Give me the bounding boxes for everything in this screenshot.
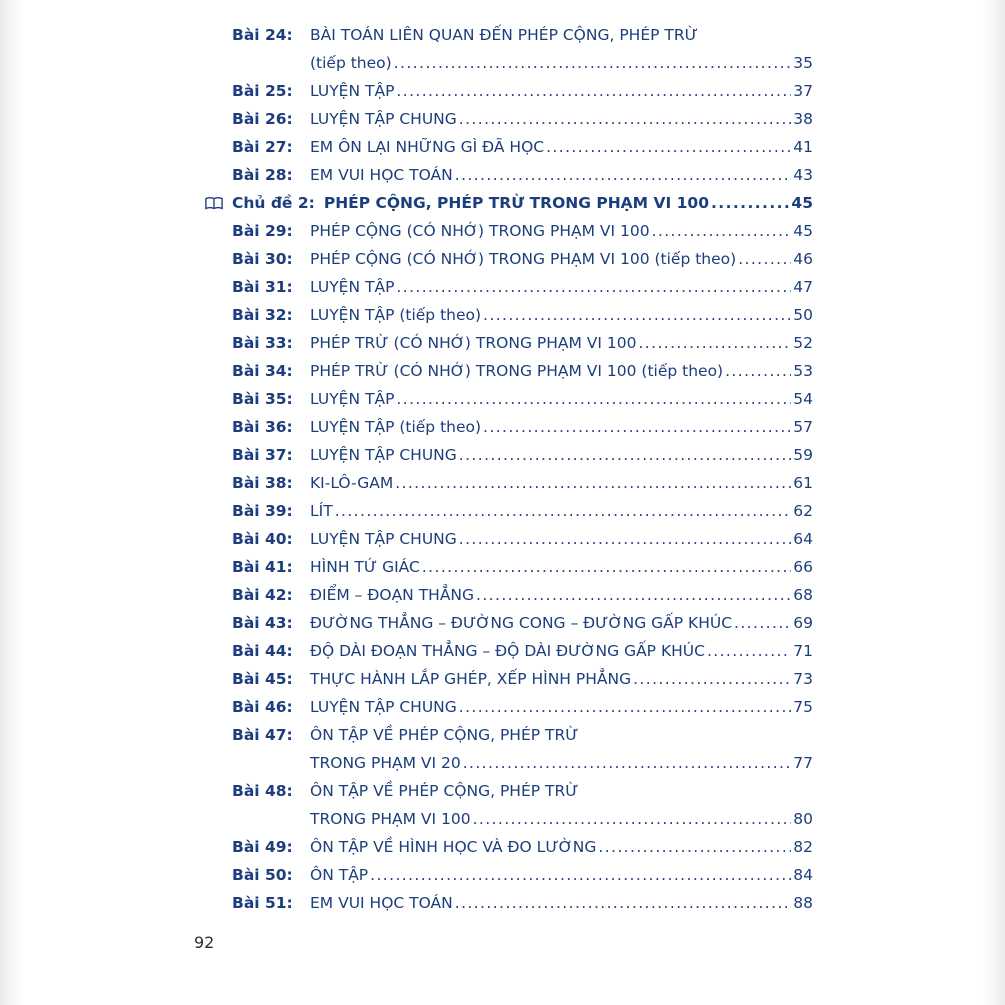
dot-leader bbox=[483, 301, 791, 329]
toc-entry-page: 54 bbox=[793, 390, 813, 408]
toc-entry-title: ÔN TẬP VỀ HÌNH HỌC VÀ ĐO LƯỜNG bbox=[310, 838, 597, 856]
toc-entry-label: Bài 44: bbox=[232, 642, 293, 660]
toc-entry-label: Bài 47: bbox=[232, 726, 293, 744]
toc-entry-title: EM ÔN LẠI NHỮNG GÌ ĐÃ HỌC bbox=[310, 138, 545, 156]
toc-lesson-row bbox=[232, 553, 813, 581]
toc-entry-label: Bài 42: bbox=[232, 586, 293, 604]
toc-entry-label: Bài 31: bbox=[232, 278, 293, 296]
dot-leader bbox=[335, 497, 792, 525]
toc-entry-page: 45 bbox=[793, 222, 813, 240]
dot-leader bbox=[711, 189, 789, 217]
toc-entry-label: Bài 25: bbox=[232, 82, 293, 100]
toc-entry-label: Bài 37: bbox=[232, 446, 293, 464]
toc-entry-title: LÍT bbox=[310, 502, 333, 520]
dot-leader bbox=[396, 385, 791, 413]
toc-entry-label: Bài 33: bbox=[232, 334, 293, 352]
toc-entry-title: PHÉP CỘNG (CÓ NHỚ) TRONG PHẠM VI 100 bbox=[310, 222, 650, 240]
dot-leader bbox=[598, 833, 791, 861]
toc-entry-title: ÔN TẬP bbox=[310, 866, 369, 884]
toc-entry-page: 75 bbox=[793, 698, 813, 716]
toc-lesson-row bbox=[232, 301, 813, 329]
toc-entry-page: 61 bbox=[793, 474, 813, 492]
toc-lesson-row bbox=[232, 721, 813, 777]
toc-entry-page: 57 bbox=[793, 418, 813, 436]
toc-entry-page: 41 bbox=[793, 138, 813, 156]
toc-entry-title: ĐỘ DÀI ĐOẠN THẲNG – ĐỘ DÀI ĐƯỜNG GẤP KHÚC bbox=[310, 642, 705, 660]
book-icon bbox=[205, 189, 232, 217]
toc-entry-page: 80 bbox=[793, 810, 813, 828]
toc-lesson-row bbox=[232, 693, 813, 721]
dot-leader bbox=[707, 637, 791, 665]
toc-entry-title: HÌNH TỨ GIÁC bbox=[310, 558, 420, 576]
toc-entry-label: Bài 40: bbox=[232, 530, 293, 548]
toc-lesson-row bbox=[232, 637, 813, 665]
toc-lesson-row bbox=[232, 861, 813, 889]
toc-lesson-row bbox=[232, 441, 813, 469]
toc-entry-title: LUYỆN TẬP CHUNG bbox=[310, 110, 457, 128]
toc-entry-page: 77 bbox=[793, 754, 813, 772]
toc-lesson-row bbox=[232, 77, 813, 105]
toc-entry-title-line2: TRONG PHẠM VI 20 bbox=[310, 754, 461, 772]
dot-leader bbox=[455, 889, 792, 917]
toc-entry-page: 38 bbox=[793, 110, 813, 128]
toc-entry-page: 68 bbox=[793, 586, 813, 604]
toc-entry-page: 52 bbox=[793, 334, 813, 352]
toc-entry-page: 73 bbox=[793, 670, 813, 688]
toc-entry-title: PHÉP CỘNG, PHÉP TRỪ TRONG PHẠM VI 100 bbox=[323, 194, 710, 212]
toc-entry-page: 84 bbox=[793, 866, 813, 884]
toc-entry-page: 45 bbox=[791, 194, 813, 212]
toc-entry-title: THỰC HÀNH LẮP GHÉP, XẾP HÌNH PHẲNG bbox=[310, 670, 632, 688]
toc-entry-label: Bài 36: bbox=[232, 418, 293, 436]
toc-entry-label: Bài 38: bbox=[232, 474, 293, 492]
toc-entry-page: 35 bbox=[793, 54, 813, 72]
toc-lesson-row bbox=[232, 665, 813, 693]
toc-entry-label: Bài 45: bbox=[232, 670, 293, 688]
toc-entry-label: Bài 32: bbox=[232, 306, 293, 324]
dot-leader bbox=[725, 357, 791, 385]
toc-lesson-row bbox=[232, 133, 813, 161]
toc-entry-page: 47 bbox=[793, 278, 813, 296]
toc-lesson-row bbox=[232, 581, 813, 609]
toc-lesson-row bbox=[232, 525, 813, 553]
toc-lesson-row bbox=[232, 357, 813, 385]
toc-entry-label: Bài 27: bbox=[232, 138, 293, 156]
toc-lesson-row bbox=[232, 217, 813, 245]
dot-leader bbox=[638, 329, 791, 357]
toc-entry-label: Bài 28: bbox=[232, 166, 293, 184]
dot-leader bbox=[738, 245, 791, 273]
toc-entry-label: Bài 39: bbox=[232, 502, 293, 520]
toc-lesson-row bbox=[232, 245, 813, 273]
dot-leader bbox=[394, 49, 792, 77]
toc-entry-title: PHÉP CỘNG (CÓ NHỚ) TRONG PHẠM VI 100 (tiếp theo) bbox=[310, 250, 737, 268]
toc-lesson-row bbox=[232, 469, 813, 497]
toc-entry-page: 69 bbox=[793, 614, 813, 632]
toc-entry-label: Bài 41: bbox=[232, 558, 293, 576]
table-of-contents bbox=[232, 21, 813, 917]
toc-entry-title-line2: TRONG PHẠM VI 100 bbox=[310, 810, 471, 828]
toc-entry-label: Bài 34: bbox=[232, 362, 293, 380]
toc-entry-label: Bài 43: bbox=[232, 614, 293, 632]
toc-entry-page: 66 bbox=[793, 558, 813, 576]
toc-lesson-row bbox=[232, 329, 813, 357]
dot-leader bbox=[422, 553, 791, 581]
dot-leader bbox=[459, 525, 792, 553]
toc-entry-title: ÔN TẬP VỀ PHÉP CỘNG, PHÉP TRỪ bbox=[310, 726, 579, 744]
toc-entry-title: LUYỆN TẬP CHUNG bbox=[310, 530, 457, 548]
toc-entry-page: 46 bbox=[793, 250, 813, 268]
toc-lesson-row bbox=[232, 833, 813, 861]
toc-entry-label: Bài 48: bbox=[232, 782, 293, 800]
toc-entry-page: 88 bbox=[793, 894, 813, 912]
dot-leader bbox=[370, 861, 791, 889]
toc-chapter-row bbox=[205, 189, 813, 217]
toc-lesson-row bbox=[232, 385, 813, 413]
dot-leader bbox=[396, 273, 791, 301]
toc-entry-label: Chủ đề 2: bbox=[232, 194, 315, 212]
toc-entry-title: LUYỆN TẬP (tiếp theo) bbox=[310, 418, 482, 436]
toc-entry-title-line2: (tiếp theo) bbox=[310, 54, 392, 72]
toc-entry-page: 71 bbox=[793, 642, 813, 660]
toc-entry-title: LUYỆN TẬP bbox=[310, 82, 395, 100]
toc-lesson-row bbox=[232, 161, 813, 189]
toc-entry-label: Bài 50: bbox=[232, 866, 293, 884]
page-number: 92 bbox=[194, 933, 215, 952]
dot-leader bbox=[459, 441, 792, 469]
toc-entry-title: LUYỆN TẬP bbox=[310, 390, 395, 408]
toc-entry-title: LUYỆN TẬP CHUNG bbox=[310, 698, 457, 716]
dot-leader bbox=[459, 105, 792, 133]
dot-leader bbox=[734, 609, 791, 637]
toc-lesson-row bbox=[232, 413, 813, 441]
toc-entry-title: LUYỆN TẬP bbox=[310, 278, 395, 296]
toc-entry-label: Bài 51: bbox=[232, 894, 293, 912]
toc-entry-label: Bài 29: bbox=[232, 222, 293, 240]
toc-entry-title: EM VUI HỌC TOÁN bbox=[310, 894, 453, 912]
toc-lesson-row bbox=[232, 105, 813, 133]
toc-entry-page: 50 bbox=[793, 306, 813, 324]
dot-leader bbox=[396, 77, 791, 105]
toc-entry-title: ĐƯỜNG THẲNG – ĐƯỜNG CONG – ĐƯỜNG GẤP KHÚC bbox=[310, 614, 733, 632]
toc-entry-label: Bài 30: bbox=[232, 250, 293, 268]
toc-lesson-row bbox=[232, 889, 813, 917]
dot-leader bbox=[546, 133, 791, 161]
toc-entry-label: Bài 35: bbox=[232, 390, 293, 408]
toc-entry-title: PHÉP TRỪ (CÓ NHỚ) TRONG PHẠM VI 100 bbox=[310, 334, 637, 352]
toc-entry-page: 37 bbox=[793, 82, 813, 100]
dot-leader bbox=[463, 749, 792, 777]
toc-entry-label: Bài 49: bbox=[232, 838, 293, 856]
toc-entry-page: 64 bbox=[793, 530, 813, 548]
dot-leader bbox=[473, 805, 792, 833]
toc-entry-page: 43 bbox=[793, 166, 813, 184]
toc-entry-title: BÀI TOÁN LIÊN QUAN ĐẾN PHÉP CỘNG, PHÉP TRỪ bbox=[310, 26, 698, 44]
dot-leader bbox=[652, 217, 792, 245]
toc-entry-label: Bài 24: bbox=[232, 26, 293, 44]
toc-entry-title: LUYỆN TẬP CHUNG bbox=[310, 446, 457, 464]
dot-leader bbox=[633, 665, 791, 693]
dot-leader bbox=[455, 161, 792, 189]
dot-leader bbox=[476, 581, 791, 609]
toc-lesson-row bbox=[232, 21, 813, 77]
toc-entry-label: Bài 26: bbox=[232, 110, 293, 128]
toc-entry-page: 82 bbox=[793, 838, 813, 856]
toc-entry-label: Bài 46: bbox=[232, 698, 293, 716]
toc-lesson-row bbox=[232, 497, 813, 525]
toc-entry-page: 62 bbox=[793, 502, 813, 520]
toc-lesson-row bbox=[232, 777, 813, 833]
toc-entry-title: EM VUI HỌC TOÁN bbox=[310, 166, 453, 184]
toc-entry-title: KI-LÔ-GAM bbox=[310, 474, 394, 492]
toc-entry-title: LUYỆN TẬP (tiếp theo) bbox=[310, 306, 482, 324]
toc-lesson-row bbox=[232, 273, 813, 301]
toc-lesson-row bbox=[232, 609, 813, 637]
toc-entry-page: 59 bbox=[793, 446, 813, 464]
dot-leader bbox=[459, 693, 792, 721]
dot-leader bbox=[483, 413, 791, 441]
dot-leader bbox=[395, 469, 791, 497]
toc-entry-title: ĐIỂM – ĐOẠN THẲNG bbox=[310, 586, 475, 604]
toc-entry-title: PHÉP TRỪ (CÓ NHỚ) TRONG PHẠM VI 100 (tiếp theo) bbox=[310, 362, 724, 380]
toc-entry-page: 53 bbox=[793, 362, 813, 380]
toc-entry-title: ÔN TẬP VỀ PHÉP CỘNG, PHÉP TRỪ bbox=[310, 782, 579, 800]
